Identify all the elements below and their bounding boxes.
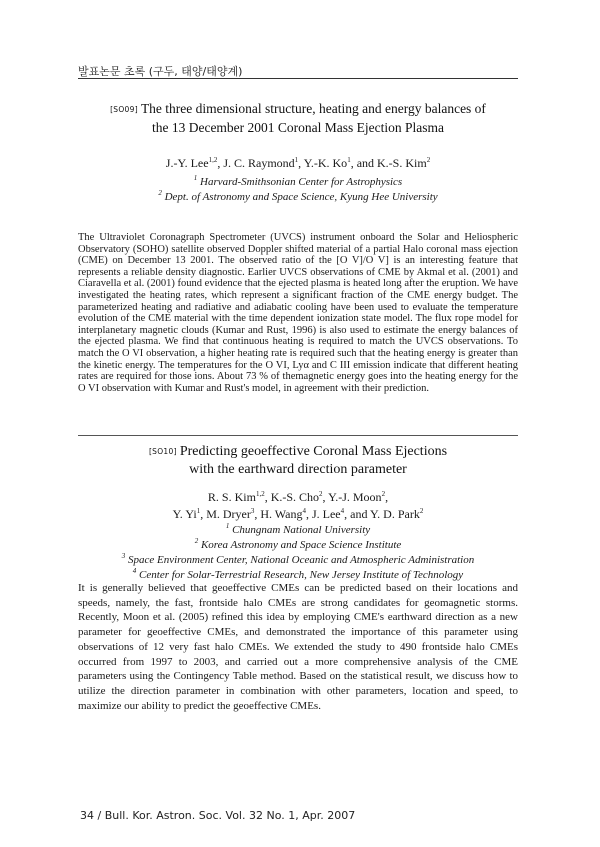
paper1-title [78, 100, 518, 137]
section-divider [78, 435, 518, 436]
affiliation-text: Harvard-Smithsonian Center for Astrophysics [200, 176, 403, 188]
paper2-authors-line2 [78, 506, 518, 523]
paper1-title-block [78, 100, 518, 205]
author-affiliation-mark: 2 [426, 156, 431, 164]
affiliation-text: Korea Astronomy and Space Science Institute [200, 539, 402, 551]
author-name: M. Dryer [206, 507, 251, 521]
page-footer: 34 / Bull. Kor. Astron. Soc. Vol. 32 No. 1, Apr. 2007 [80, 809, 356, 822]
paper1-authors [78, 155, 518, 172]
affiliation-text: Chungnam National University [232, 524, 371, 536]
author-separator: , [385, 490, 389, 504]
affiliation-text: Center for Solar-Terrestrial Research, New Jersey Institute of Technology [139, 569, 464, 581]
author-separator: , and [350, 156, 378, 170]
paper2-code: [SO10] [148, 447, 177, 456]
affiliation-line [78, 523, 518, 538]
affiliation-number: 1 [225, 522, 230, 530]
affiliation-line [78, 175, 518, 190]
affiliation-number: 1 [193, 174, 198, 182]
paper1-abstract: The Ultraviolet Coronagraph Spectrometer (UVCS) instrument onboard the Solar and Heliospheric Observatory (SOHO) satellite observed Doppler shifted material of a partial Halo coronal mass ejection (CME) on December 13 2001. The observed ratio of the [O V]/O V] is an interesting feature that represents a reliable density diagnostic. Earlier UVCS observations of CME by Akmal et al. (2001) and Ciaravella et al. (2001) found evidence that the ejected plasma is heated long after the eruption. We have investigated the heating rates, which represent a significant fraction of the CME energy budget. The parameterized heating and radiative and adiabatic cooling have been used to evaluate the temperature evolution of the CME material with the time dependent ionization state model. The flux rope model for interplanetary magnetic clouds (Kumar and Rust, 1996) is also used to estimate the energy balances of the ejected plasma. We find that continuous heating is required to match the UVCS observations. To match the O VI observation, a higher heating rate is required such that the heating energy is greater than the kinetic energy. The temperatures for the O VI, Lyα and C III emission indicate that different heating rates are required for those ions. About 73 % of themagnetic energy goes into the heating energy for the O VI observation with Kumar and Rust's model, in agreement with their prediction. [78, 232, 518, 394]
author-affiliation-mark: 1 [347, 156, 351, 164]
author-affiliation-mark: 1 [196, 507, 201, 515]
author-name: R. S. Kim [207, 490, 256, 504]
paper1-title-line2: the 13 December 2001 Coronal Mass Ejection Plasma [151, 120, 445, 135]
running-head: 발표논문 초록 (구두, 태양/태양계) [78, 65, 243, 78]
author-separator: , [322, 490, 329, 504]
author-affiliation-mark: 2 [319, 490, 323, 498]
author-separator: , and [344, 507, 371, 521]
author-separator: , [200, 507, 207, 521]
affiliation-number: 3 [121, 552, 126, 560]
affiliation-line [78, 553, 518, 568]
affiliation-line [78, 538, 518, 553]
paper2-affiliations [78, 523, 518, 583]
author-affiliation-mark: 1,2 [255, 490, 265, 498]
author-separator: , [305, 507, 312, 521]
paper2-authors [78, 489, 518, 523]
author-affiliation-mark: 4 [340, 507, 345, 515]
author-separator: , [254, 507, 261, 521]
paper2-authors-line1 [78, 489, 518, 506]
affiliation-line [78, 190, 518, 205]
paper2-title-line2: with the earthward direction parameter [189, 462, 407, 477]
author-name: J.-Y. Lee [165, 156, 209, 170]
affiliation-text: Space Environment Center, National Oceanic and Atmospheric Administration [127, 554, 475, 566]
paper2-abstract: It is generally believed that geoeffective CMEs can be predicted based on their locations and speeds, namely, the fast, frontside halo CMEs are strong candidates for geomagnetic storms. Recently, Moon et al. (2005) refined this idea by employing CME's earthward direction as a new parameter for geoeffective CMEs, and demonstrated the importance of this parameter using observations of 12 very fast halo CMEs. We extended the study to 490 frontside halo CMEs occurred from 1997 to 2003, and carried out a more comprehensive analysis of the CME parameters using the Contingency Table method. Based on the statistical result, we discuss how to utilize the direction parameter in combination with other parameters, location and speed, to maximize our ability to predict the geoeffective CMEs. [78, 582, 518, 712]
author-name: J. Lee [311, 507, 341, 521]
author-affiliation-mark: 2 [381, 490, 386, 498]
author-separator: , [298, 156, 304, 170]
author-affiliation-mark: 4 [302, 507, 306, 515]
affiliation-text: Dept. of Astronomy and Space Science, Kyung Hee University [164, 191, 438, 203]
author-affiliation-mark: 2 [419, 507, 424, 515]
paper1-title-line1: The three dimensional structure, heating and energy balances of [140, 101, 486, 116]
affiliation-number: 4 [132, 567, 137, 575]
paper2-title [78, 443, 518, 479]
author-affiliation-mark: 1 [294, 156, 299, 164]
author-affiliation-mark: 1,2 [208, 156, 218, 164]
author-name: Y. Yi [172, 507, 197, 521]
paper1-affiliations [78, 175, 518, 205]
paper1-code: [SO09] [110, 105, 138, 114]
author-name: Y.-K. Ko [303, 156, 348, 170]
paper2-title-block [78, 443, 518, 583]
author-name: H. Wang [260, 507, 303, 521]
affiliation-number: 2 [158, 189, 162, 197]
affiliation-number: 2 [194, 537, 199, 545]
author-separator: , [264, 490, 271, 504]
author-name: K.-S. Cho [270, 490, 320, 504]
author-name: Y. D. Park [370, 507, 420, 521]
author-separator: , [217, 156, 224, 170]
author-name: K.-S. Kim [377, 156, 427, 170]
author-affiliation-mark: 3 [250, 507, 255, 515]
author-name: Y.-J. Moon [328, 490, 382, 504]
header-rule [78, 78, 518, 79]
paper2-title-line1: Predicting geoeffective Coronal Mass Ejections [179, 444, 448, 459]
author-name: J. C. Raymond [223, 156, 295, 170]
